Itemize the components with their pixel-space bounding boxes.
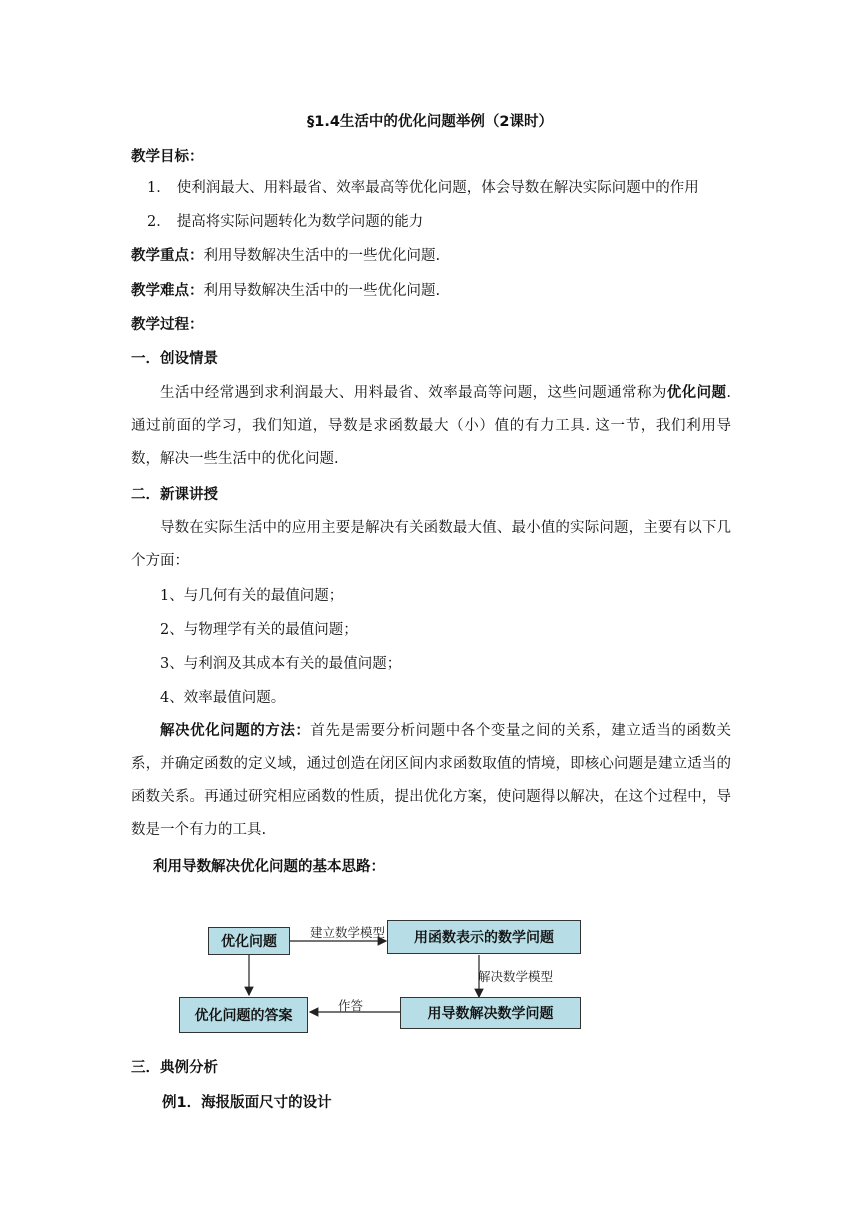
label-answer: 作答	[338, 998, 364, 1013]
box-optimization-problem: 优化问题	[208, 927, 290, 955]
box-function-math-problem: 用函数表示的数学问题	[387, 920, 581, 954]
goals-heading: 教学目标：	[131, 149, 204, 165]
section3-heading: 三．典例分析	[131, 1060, 218, 1076]
goal-item-2-text: 提高将实际问题转化为数学问题的能力	[176, 214, 424, 230]
box-derivative-solve: 用导数解决数学问题	[400, 997, 581, 1029]
section1-heading: 一．创设情景	[131, 351, 218, 367]
section2-heading: 二．新课讲授	[131, 487, 218, 503]
section1-para-bold: 优化问题	[666, 385, 727, 401]
box-answer: 优化问题的答案	[179, 997, 308, 1033]
goal-item-2-num: 2．	[147, 214, 171, 230]
process-heading: 教学过程：	[131, 317, 204, 333]
label-build-model: 建立数学模型	[310, 925, 386, 940]
list-item-4: 4、效率最值问题。	[160, 690, 286, 706]
idea-heading: 利用导数解决优化问题的基本思路：	[153, 859, 385, 875]
label-solve-model: 解决数学模型	[478, 969, 554, 984]
section1-para-b: . 通过前面的学习，我们知道，导数是求函数最大（小）值的有力工具. 这一节，我们利用导数，解决一些生活中的优化问题.	[131, 385, 732, 467]
difficulty-label: 教学难点：	[131, 283, 204, 299]
method-label: 解决优化问题的方法：	[160, 723, 311, 739]
focus-text: 利用导数解决生活中的一些优化问题.	[203, 248, 441, 264]
list-item-2: 2、与物理学有关的最值问题；	[160, 622, 358, 638]
focus-label: 教学重点：	[131, 248, 204, 264]
list-item-3: 3、与利润及其成本有关的最值问题；	[160, 656, 402, 672]
page-title: §1.4生活中的优化问题举例（2课时）	[306, 114, 554, 130]
example1-heading: 例1．海报版面尺寸的设计	[162, 1095, 332, 1111]
goal-item-1-text: 使利润最大、用料最省、效率最高等优化问题，体会导数在解决实际问题中的作用	[176, 180, 699, 196]
section1-para-a: 生活中经常遇到求利润最大、用料最省、效率最高等问题，这些问题通常称为	[160, 385, 667, 401]
method-text: 首先是需要分析问题中各个变量之间的关系，建立适当的函数关系，并确定函数的定义域，通过创造在闭区间内求函数取值的情境，即核心问题是建立适当的函数关系。再通过研究相应函数的性质，提出优化方案，使问题得以解决，在这个过程中，导数是一个有力的工具.	[131, 723, 731, 838]
list-item-1: 1、与几何有关的最值问题；	[160, 588, 344, 604]
difficulty-text: 利用导数解决生活中的一些优化问题.	[203, 283, 441, 299]
section2-intro: 导数在实际生活中的应用主要是解决有关函数最大值、最小值的实际问题，主要有以下几个方面：	[131, 520, 731, 569]
goal-item-1-num: 1．	[147, 180, 171, 196]
